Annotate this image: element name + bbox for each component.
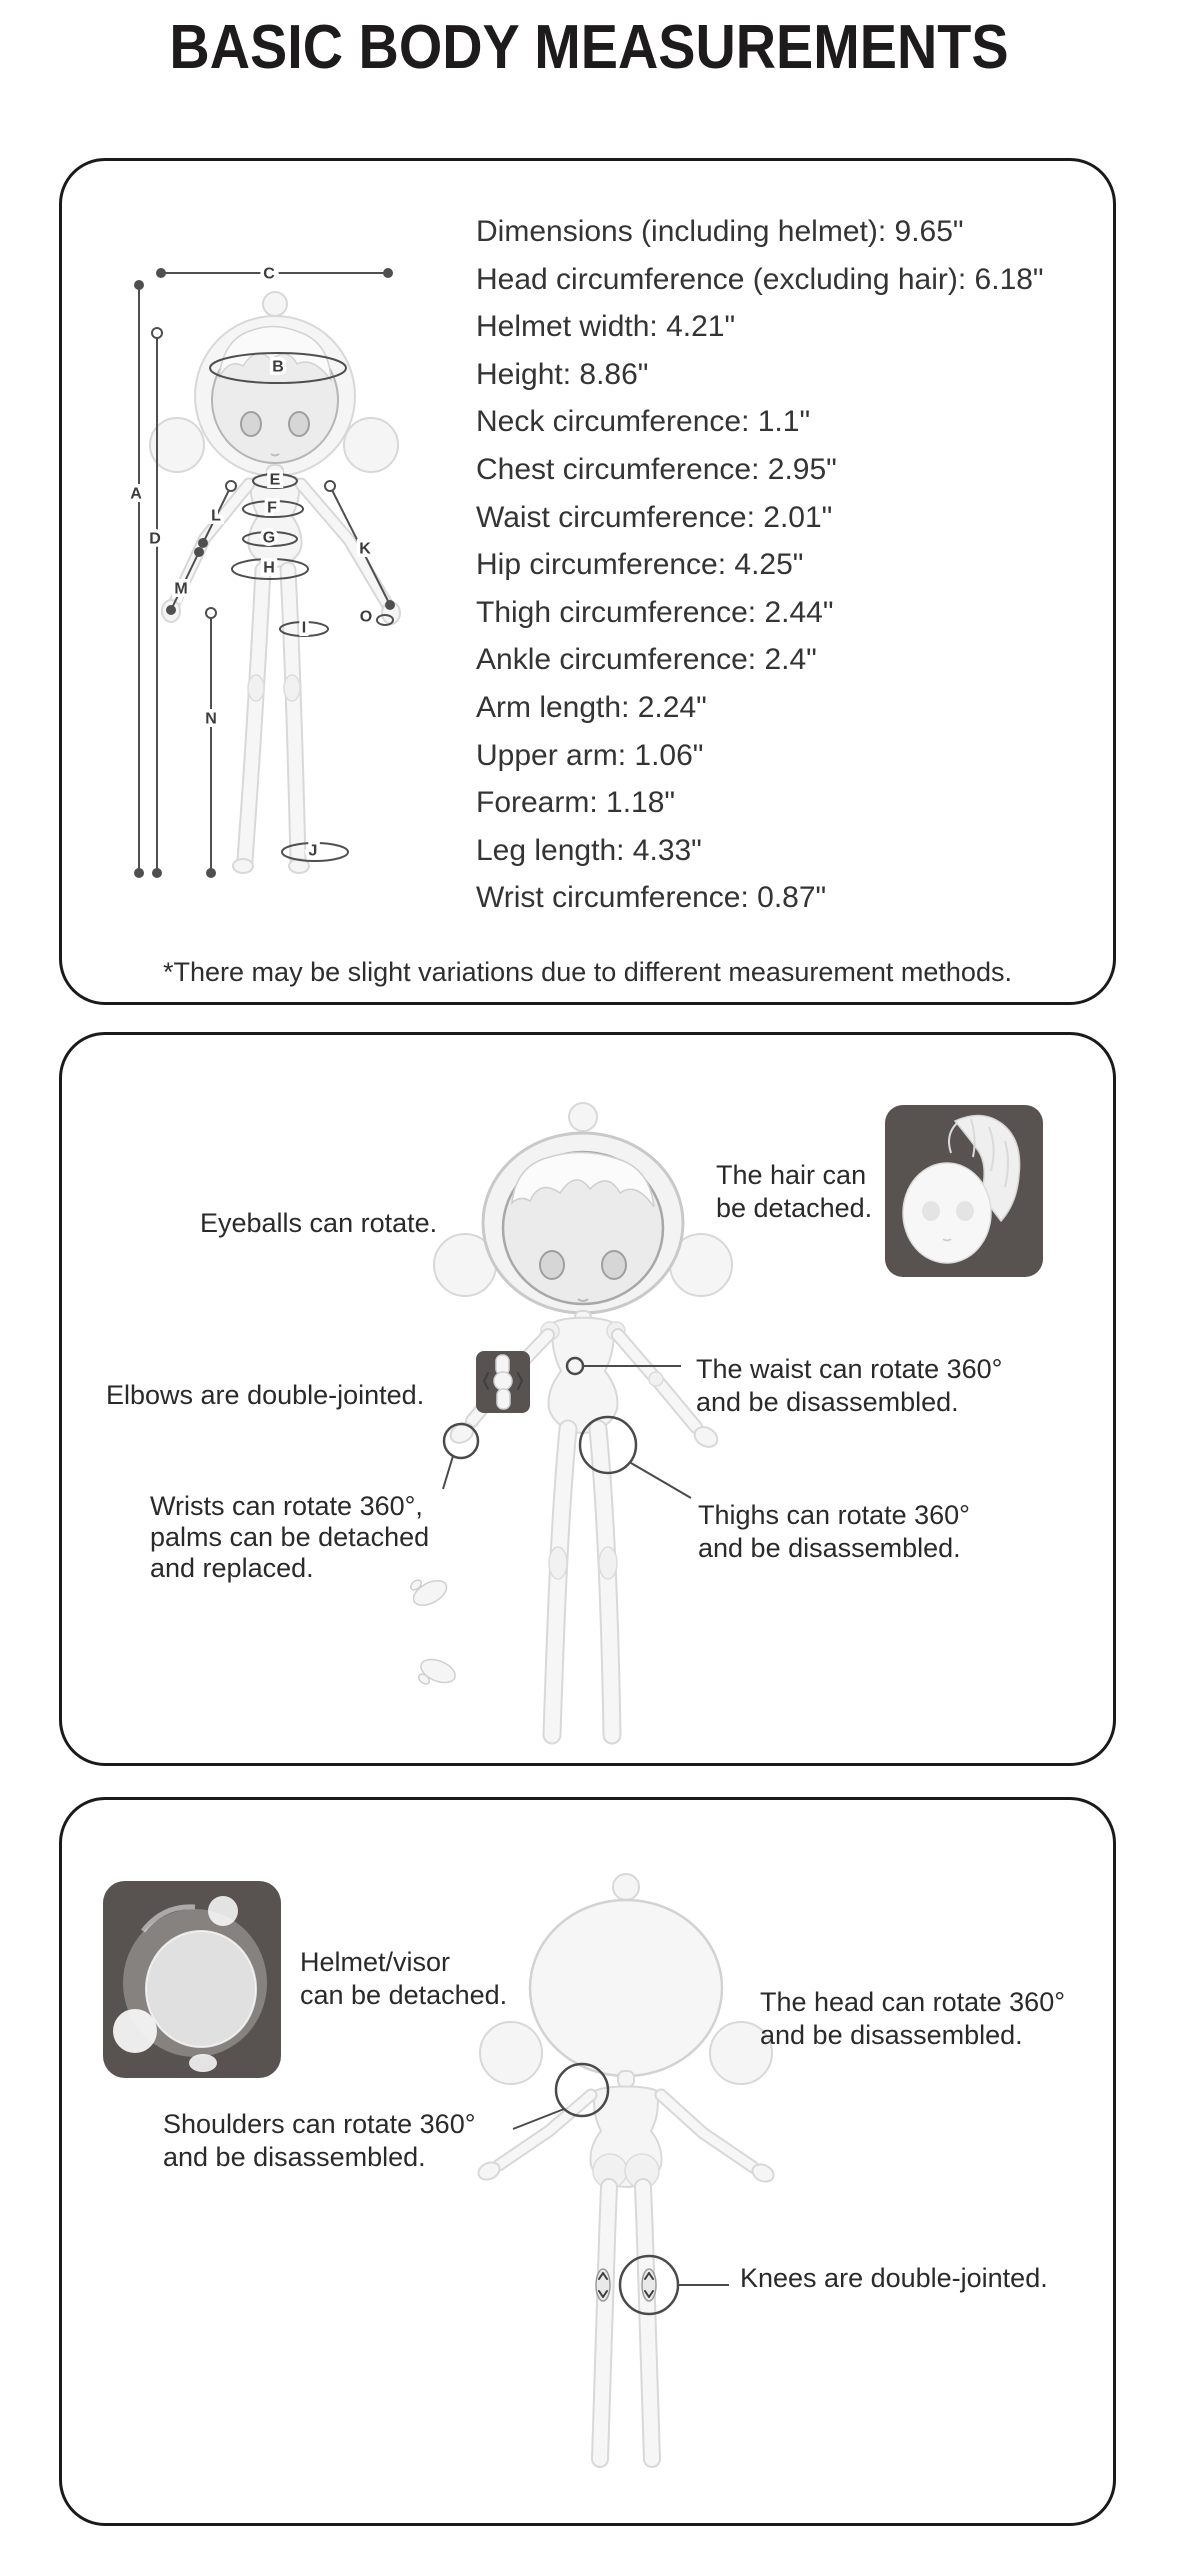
knee-left (248, 675, 264, 701)
measurement-item: Head circumference (excluding hair): 6.18" (476, 262, 1044, 296)
hair-detail-image (885, 1105, 1043, 1277)
knee-right (599, 1547, 617, 1579)
diagram-letter: I (301, 619, 307, 637)
torso (549, 1318, 618, 1433)
diagram-letter: E (269, 471, 281, 489)
diagram-letter: L (211, 507, 221, 525)
annotation-hair: The hair can be detached. (716, 1160, 873, 1223)
annotation-thighs: Thighs can rotate 360° and be disassembled. (698, 1500, 970, 1563)
measurement-item: Chest circumference: 2.95" (476, 452, 837, 486)
measurement-item: Forearm: 1.18" (476, 786, 676, 820)
measurement-item: Dimensions (including helmet): 9.65" (476, 215, 964, 248)
measurement-item: Hip circumference: 4.25" (476, 548, 804, 582)
diagram-letter: K (359, 540, 371, 558)
measurement-item: Thigh circumference: 2.44" (476, 595, 834, 629)
detached-helmet-icon (103, 1881, 281, 2078)
foot-left (233, 859, 253, 873)
ear-ball-left (150, 418, 204, 472)
measurement-footnote: *There may be slight variations due to different measurement methods. (163, 957, 1012, 987)
knee-joint-left-mark (596, 2269, 610, 2301)
annotation-helmet: Helmet/visor can be detached. (300, 1947, 508, 2010)
diagram-letter: B (272, 358, 284, 376)
measurement-item: Neck circumference: 1.1" (476, 405, 811, 439)
annotation-shoulders: Shoulders can rotate 360° and be disassembled. (163, 2109, 476, 2172)
measurement-diagram (73, 218, 493, 918)
diagram-letter: N (205, 710, 217, 728)
measurements-panel (59, 158, 1116, 1005)
knee-left (549, 1547, 567, 1579)
measurement-item: Arm length: 2.24" (476, 690, 707, 724)
eye-left (241, 412, 261, 436)
elbow-detail-image (476, 1351, 530, 1413)
torso (248, 475, 301, 567)
ear-ball-left (480, 2022, 542, 2084)
diagram-letter: M (174, 580, 188, 598)
measurement-item: Ankle circumference: 2.4" (476, 643, 817, 677)
annotation-eyeballs: Eyeballs can rotate. (200, 1208, 438, 1238)
eye-left (540, 1251, 564, 1279)
diagram-letter: O (359, 608, 373, 626)
eye-right (602, 1251, 626, 1279)
doll-back-figure (476, 1874, 777, 2459)
annotation-waist: The waist can rotate 360° and be disassembled. (696, 1354, 1003, 1417)
diagram-letter: H (263, 559, 275, 577)
diagram-letter: J (308, 842, 318, 860)
measurement-item: Helmet width: 4.21" (476, 310, 736, 344)
annotation-wrists: Wrists can rotate 360°, palms can be detached and replaced. (150, 1491, 430, 1583)
page-title: BASIC BODY MEASUREMENTS (169, 13, 1009, 82)
diagram-letter: F (267, 499, 277, 517)
knee-right (284, 675, 300, 701)
antenna-knob (569, 1103, 597, 1131)
diagram-letter: D (149, 530, 161, 548)
ear-ball-right (344, 418, 398, 472)
measurement-item: Upper arm: 1.06" (476, 738, 704, 772)
neck (618, 2071, 634, 2087)
doll-front-figure (409, 1103, 732, 1735)
detached-hair-icon (885, 1105, 1043, 1277)
diagram-letter: A (130, 485, 142, 503)
elbow-joint-right (649, 1372, 663, 1386)
measurement-item: Wrist circumference: 0.87" (476, 881, 827, 915)
measurement-item: Leg length: 4.33" (476, 833, 702, 867)
thigh-leader-line (631, 1463, 691, 1498)
elbow-joint-icon (476, 1351, 530, 1413)
antenna-knob (263, 292, 287, 316)
head-back (530, 1900, 722, 2076)
measurement-list (476, 208, 1096, 922)
diagram-letter: G (262, 529, 276, 547)
annotation-knees: Knees are double-jointed. (740, 2263, 1048, 2293)
wrist-leader-line (443, 1456, 453, 1489)
front-articulation-panel (59, 1032, 1116, 1766)
annotation-elbows: Elbows are double-jointed. (106, 1380, 425, 1410)
annotation-head: The head can rotate 360° and be disassembled. (760, 1987, 1066, 2050)
back-articulation-panel (59, 1797, 1116, 2526)
measurement-item: Height: 8.86" (476, 357, 649, 391)
diagram-letter: C (263, 265, 275, 283)
measurement-item: Waist circumference: 2.01" (476, 500, 833, 534)
helmet-detail-image (103, 1881, 281, 2078)
knee-joint-right-mark (642, 2269, 656, 2301)
eye-right (289, 412, 309, 436)
detached-palms (409, 1576, 459, 1687)
antenna-knob (613, 1874, 639, 1900)
